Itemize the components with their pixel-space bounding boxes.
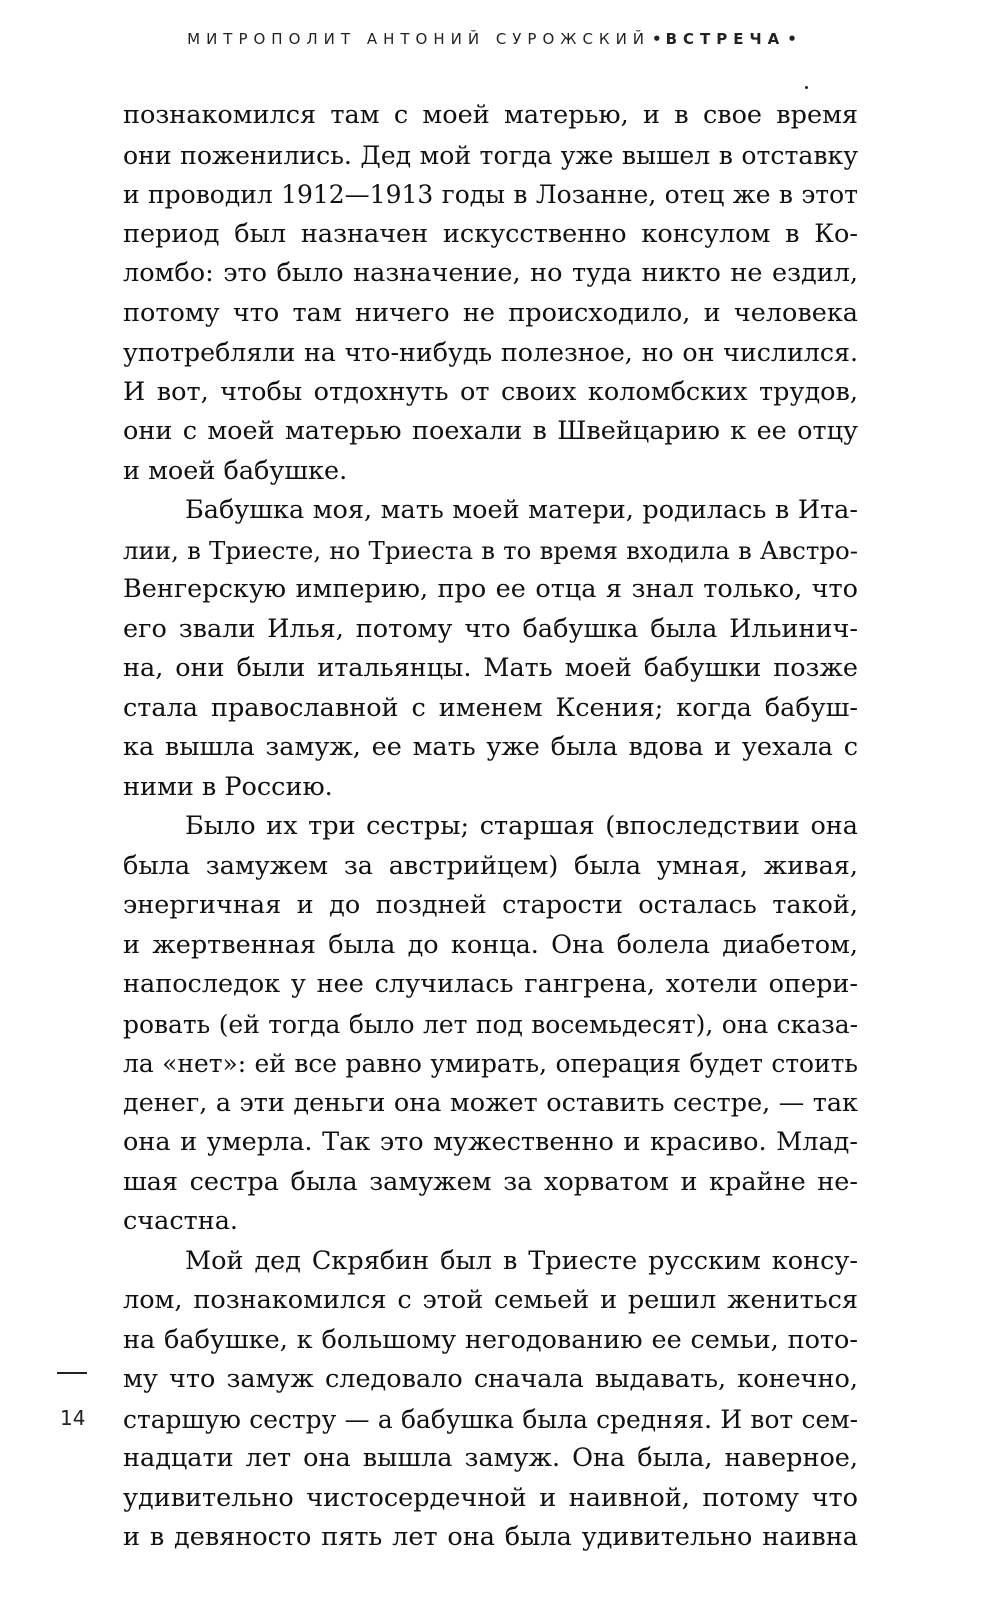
- text-line: ломбо: это было назначение, но туда никто не ездил,: [123, 258, 858, 288]
- text-line: Было их три сестры; старшая (впоследствии она: [185, 811, 858, 841]
- text-line: ровать (ей тогда было лет под восемьдесят), она сказа-: [123, 1009, 858, 1039]
- running-header: [0, 30, 988, 48]
- text-line: и в девяносто пять лет она была удивительно наивна: [123, 1522, 858, 1552]
- paragraph-2: [123, 491, 858, 807]
- text-line: лии, в Триесте, но Триеста в то время входила в Австро-: [123, 535, 858, 565]
- header-separator-end: •: [787, 30, 799, 48]
- text-line: И вот, чтобы отдохнуть от своих коломбских трудов,: [123, 376, 858, 407]
- text-line: была замужем за австрийцем) была умная, живая,: [123, 850, 858, 881]
- paragraph-4: [123, 1242, 858, 1558]
- page-number: 14: [60, 1406, 86, 1430]
- text-line: напоследок у нее случилась гангрена, хотели опери-: [123, 969, 858, 999]
- text-line: и проводил 1912—1913 годы в Лозанне, отец же в этот: [123, 180, 858, 209]
- text-line: ними в Россию.: [123, 771, 333, 802]
- text-line: му что замуж следовало сначала выдавать, конечно,: [123, 1364, 858, 1394]
- text-line: Венгерскую империю, про ее отца я знал только, что: [123, 574, 858, 604]
- text-line: на, они были итальянцы. Мать моей бабушки позже: [123, 653, 858, 683]
- text-line: они с моей матерью поехали в Швейцарию к ее отцу: [123, 416, 858, 446]
- text-line: на бабушке, к большому негодованию ее семьи, пото-: [123, 1324, 858, 1355]
- header-dot: [805, 86, 808, 89]
- text-line: она и умерла. Так это мужественно и красиво. Млад-: [123, 1127, 858, 1157]
- text-line: счастна.: [123, 1206, 239, 1236]
- header-author: МИТРОПОЛИТ АНТОНИЙ СУРОЖСКИЙ: [187, 30, 651, 48]
- text-line: надцати лет она вышла замуж. Она была, наверное,: [123, 1443, 858, 1473]
- text-line: шая сестра была замужем за хорватом и крайне не-: [123, 1166, 858, 1197]
- text-line: старшую сестру — а бабушка была средняя. И вот сем-: [123, 1404, 858, 1434]
- paragraph-1: [123, 96, 858, 491]
- text-line: познакомился там с моей матерью, и в свое время: [123, 100, 858, 130]
- body-text: [123, 96, 858, 1558]
- paragraph-3: [123, 807, 858, 1242]
- text-line: и моей бабушке.: [123, 455, 348, 486]
- text-line: они поженились. Дед мой тогда уже вышел в отставку: [123, 140, 858, 170]
- text-line: денег, а эти деньги она может оставить сестре, — так: [123, 1087, 858, 1118]
- header-book-title: ВСТРЕЧА: [665, 30, 786, 48]
- text-line: удивительно чистосердечной и наивной, потому что: [123, 1482, 858, 1513]
- text-line: и жертвенная была до конца. Она болела диабетом,: [123, 929, 858, 960]
- text-line: Бабушка моя, мать моей матери, родилась в Ита-: [185, 495, 858, 525]
- text-line: ла «нет»: ей все равно умирать, операция будет стоить: [123, 1049, 858, 1078]
- text-line: потому что там ничего не происходило, и человека: [123, 297, 858, 328]
- text-line: Мой дед Скрябин был в Триесте русским консу-: [185, 1245, 858, 1276]
- text-line: ка вышла замуж, ее мать уже была вдова и уехала с: [123, 732, 858, 762]
- text-line: употребляли на что-нибудь полезное, но он числился.: [123, 338, 858, 367]
- header-separator: •: [652, 30, 664, 48]
- text-line: период был назначен искусственно консулом в Ко-: [123, 218, 858, 249]
- text-line: лом, познакомился с этой семьей и решил жениться: [123, 1285, 858, 1315]
- text-line: стала православной с именем Ксения; когда бабуш-: [123, 692, 858, 723]
- page-number-dash: [57, 1372, 87, 1374]
- text-line: его звали Илья, потому что бабушка была Ильинич-: [123, 613, 858, 644]
- text-line: энергичная и до поздней старости осталась такой,: [123, 890, 858, 920]
